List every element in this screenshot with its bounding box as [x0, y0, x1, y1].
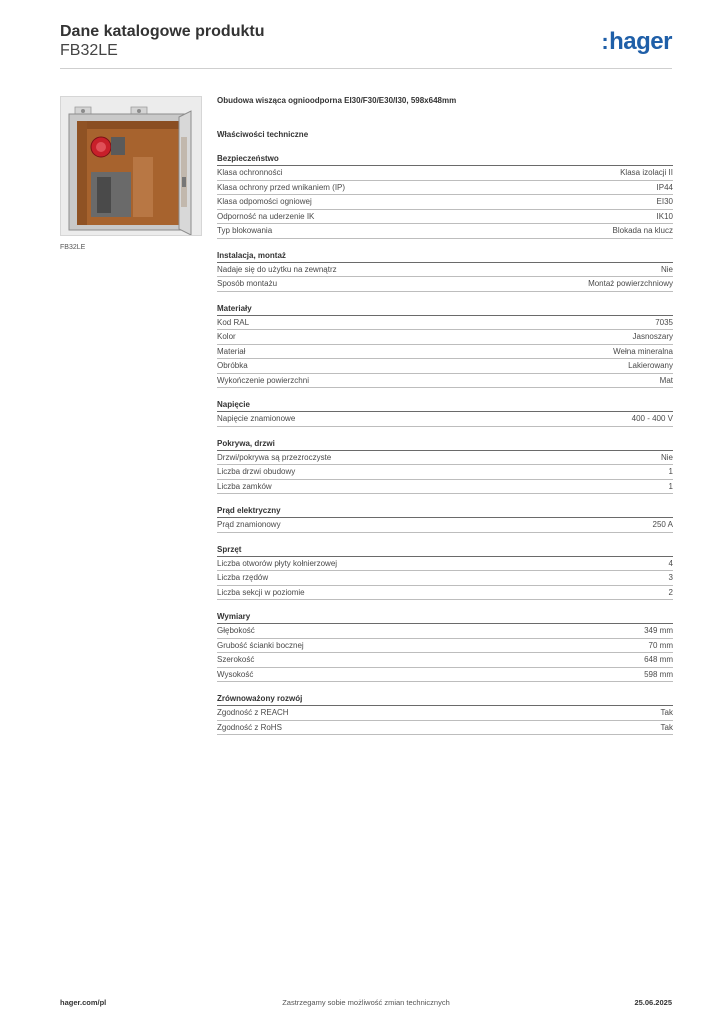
property-label: Klasa odpomości ogniowej — [217, 197, 312, 206]
property-label: Szerokość — [217, 655, 255, 664]
property-value: EI30 — [656, 197, 673, 206]
property-value: IP44 — [656, 182, 673, 192]
property-row — [217, 166, 673, 181]
property-value: Montaż powierzchniowy — [588, 279, 673, 288]
property-value: 4 — [668, 558, 673, 568]
property-label: Nadaje się do użytku na zewnątrz — [217, 264, 337, 274]
property-row — [217, 210, 673, 225]
property-value: 7035 — [655, 317, 673, 327]
property-value: 400 - 400 V — [631, 414, 673, 423]
property-group — [217, 304, 673, 389]
property-value: Wełna mineralna — [613, 346, 673, 356]
property-label: Wysokość — [217, 669, 254, 679]
property-label: Klasa ochronności — [217, 168, 283, 177]
property-value: Jasnoszary — [632, 332, 673, 341]
group-title: Materiały — [217, 304, 673, 316]
property-value: IK10 — [656, 211, 673, 221]
property-label: Głębokość — [217, 626, 255, 635]
property-row — [217, 263, 673, 278]
group-title: Bezpieczeństwo — [217, 154, 673, 166]
property-value: Klasa izolacji II — [620, 168, 673, 177]
property-row — [217, 345, 673, 360]
property-row — [217, 668, 673, 683]
enclosure-illustration — [61, 97, 202, 236]
property-value: 1 — [668, 467, 673, 476]
property-label: Liczba otworów płyty kołnierzowej — [217, 558, 338, 568]
property-value: 648 mm — [644, 655, 673, 664]
property-value: Lakierowany — [628, 361, 673, 370]
property-row — [217, 359, 673, 374]
property-row — [217, 277, 673, 292]
property-row — [217, 195, 673, 210]
property-label: Kolor — [217, 332, 236, 341]
footer-date: 25.06.2025 — [634, 998, 672, 1007]
property-value: Tak — [660, 722, 673, 732]
property-group — [217, 506, 673, 533]
property-row — [217, 653, 673, 668]
property-group — [217, 612, 673, 682]
property-label: Typ blokowania — [217, 226, 273, 235]
hager-logo — [601, 28, 672, 56]
property-row — [217, 586, 673, 601]
image-caption: FB32LE — [60, 244, 86, 251]
product-details — [217, 96, 673, 735]
group-title: Instalacja, montaż — [217, 251, 673, 263]
property-label: Liczba drzwi obudowy — [217, 467, 296, 476]
property-label: Odporność na uderzenie IK — [217, 211, 315, 221]
logo-text: hager — [609, 28, 672, 55]
header-divider — [60, 68, 672, 69]
product-code: FB32LE — [60, 42, 118, 59]
property-label: Sposób montażu — [217, 279, 278, 288]
product-description: Obudowa wisząca ognioodporna EI30/F30/E30/I30, 598x648mm — [217, 96, 457, 105]
property-row — [217, 374, 673, 389]
property-value: 2 — [668, 587, 673, 597]
page-header — [60, 22, 672, 60]
property-row — [217, 181, 673, 196]
footer-disclaimer: Zastrzegamy sobie możliwość zmian technicznych — [282, 998, 450, 1007]
property-value: 598 mm — [644, 669, 673, 679]
property-row — [217, 316, 673, 331]
footer-website-link[interactable]: hager.com/pl — [60, 998, 107, 1007]
property-row — [217, 706, 673, 721]
property-group — [217, 251, 673, 292]
property-value: 349 mm — [644, 626, 673, 635]
property-label: Liczba sekcji w poziomie — [217, 587, 305, 597]
property-value: Mat — [659, 375, 673, 385]
property-group — [217, 400, 673, 427]
property-group — [217, 545, 673, 601]
property-label: Grubość ścianki bocznej — [217, 640, 304, 650]
property-row — [217, 412, 673, 427]
property-label: Zgodność z REACH — [217, 708, 289, 717]
property-group — [217, 694, 673, 735]
property-value: 3 — [668, 573, 673, 582]
group-title: Sprzęt — [217, 545, 673, 557]
property-row — [217, 451, 673, 466]
property-value: Tak — [660, 708, 673, 717]
property-groups — [217, 154, 673, 735]
property-label: Kod RAL — [217, 317, 250, 327]
group-title: Pokrywa, drzwi — [217, 439, 673, 451]
group-title: Zrównoważony rozwój — [217, 694, 673, 706]
group-title: Napięcie — [217, 400, 673, 412]
property-label: Wykończenie powierzchni — [217, 375, 309, 385]
property-row — [217, 465, 673, 480]
property-label: Drzwi/pokrywa są przezroczyste — [217, 452, 332, 462]
property-row — [217, 518, 673, 533]
property-value: Blokada na klucz — [612, 226, 673, 235]
product-image — [60, 96, 202, 236]
property-label: Obróbka — [217, 361, 248, 370]
property-label: Napięcie znamionowe — [217, 414, 296, 423]
property-row — [217, 557, 673, 572]
property-row — [217, 639, 673, 654]
property-row — [217, 480, 673, 495]
property-row — [217, 224, 673, 239]
property-group — [217, 439, 673, 495]
property-group — [217, 154, 673, 239]
property-label: Liczba zamków — [217, 481, 272, 491]
property-value: 1 — [668, 481, 673, 491]
property-value: 250 A — [652, 520, 673, 529]
document-title: Dane katalogowe produktu — [60, 23, 265, 40]
group-title: Wymiary — [217, 612, 673, 624]
group-title: Prąd elektryczny — [217, 506, 673, 518]
property-value: Nie — [660, 264, 673, 274]
property-row — [217, 571, 673, 586]
property-row — [217, 721, 673, 736]
property-label: Klasa ochrony przed wnikaniem (IP) — [217, 182, 346, 192]
logo-prefix: : — [601, 29, 609, 54]
property-label: Materiał — [217, 346, 246, 356]
property-label: Prąd znamionowy — [217, 520, 281, 529]
property-label: Zgodność z RoHS — [217, 722, 282, 732]
property-value: Nie — [660, 452, 673, 462]
property-row — [217, 624, 673, 639]
property-value: 70 mm — [648, 640, 673, 650]
section-title: Właściwości techniczne — [217, 130, 309, 139]
property-row — [217, 330, 673, 345]
property-label: Liczba rzędów — [217, 573, 269, 582]
